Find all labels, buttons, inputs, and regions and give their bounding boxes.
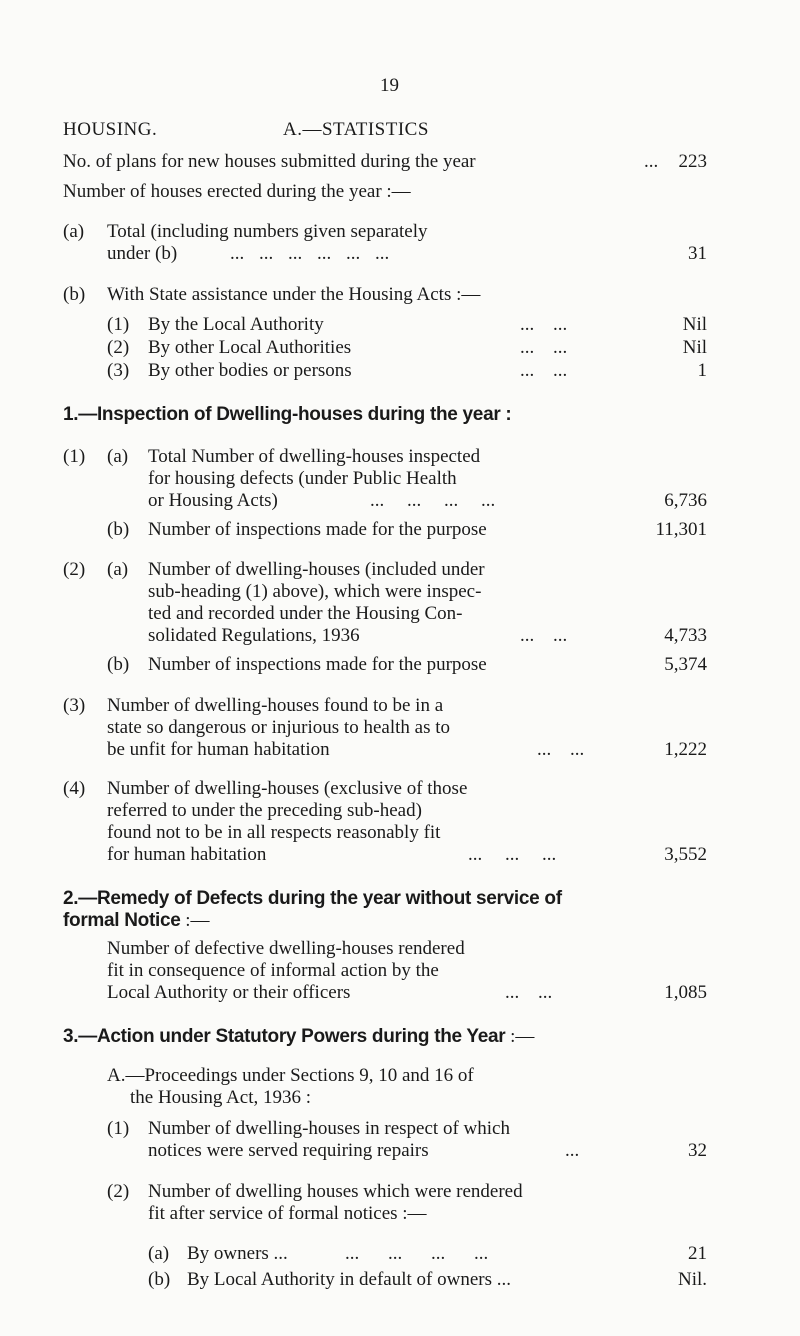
erected-b2-value: Nil bbox=[682, 337, 707, 358]
s3-item2a-label: (a) bbox=[148, 1243, 170, 1264]
s1-item1b-value: 11,301 bbox=[655, 519, 707, 540]
s1-item3-value: 1,222 bbox=[664, 739, 707, 760]
plans-value: 223 bbox=[678, 151, 707, 172]
s1-item2a-label: (a) bbox=[107, 559, 129, 580]
s3-item2-line1: Number of dwelling houses which were rendered bbox=[148, 1181, 523, 1202]
erected-b1-value: Nil bbox=[682, 314, 707, 335]
s1-item4-line4: for human habitation bbox=[107, 844, 267, 865]
s1-item4-line2: referred to under the preceding sub-head) bbox=[107, 800, 422, 821]
s3-item1-value: 32 bbox=[688, 1140, 707, 1161]
s1-item3-line1: Number of dwelling-houses found to be in a bbox=[107, 695, 444, 716]
erected-b2-dots: ... ... bbox=[520, 337, 568, 358]
s2-dots: ... ... bbox=[505, 982, 553, 1003]
s1-item1a-line1: Total Number of dwelling-houses inspected bbox=[148, 446, 481, 467]
erected-b-text: With State assistance under the Housing Acts :— bbox=[107, 284, 481, 305]
s3-item2-line2: fit after service of formal notices :— bbox=[148, 1203, 427, 1224]
section3-heading: 3.—Action under Statutory Powers during the Year bbox=[63, 1026, 506, 1047]
s1-item2b-value: 5,374 bbox=[664, 654, 707, 675]
plans-dots: ... bbox=[644, 151, 659, 172]
s1-item1a-line2: for housing defects (under Public Health bbox=[148, 468, 457, 489]
s2-line3: Local Authority or their officers bbox=[107, 982, 351, 1003]
s3-item2a-value: 21 bbox=[688, 1243, 707, 1264]
erected-b2-label: (2) bbox=[107, 337, 130, 358]
s1-item1a-value: 6,736 bbox=[664, 490, 707, 511]
s2-value: 1,085 bbox=[664, 982, 707, 1003]
s3-item2a-text: By owners ... bbox=[187, 1243, 288, 1264]
s1-item4-value: 3,552 bbox=[664, 844, 707, 865]
section1-heading: 1.—Inspection of Dwelling-houses during the year : bbox=[63, 404, 512, 425]
s3-item1-dots: ... bbox=[565, 1140, 580, 1161]
s1-item3-label: (3) bbox=[63, 695, 86, 716]
erected-heading: Number of houses erected during the year :— bbox=[63, 181, 411, 202]
s1-item2a-line4: solidated Regulations, 1936 bbox=[148, 625, 360, 646]
erected-b1-label: (1) bbox=[107, 314, 130, 335]
erected-b3-text: By other bodies or persons bbox=[148, 360, 352, 381]
s1-item4-label: (4) bbox=[63, 778, 86, 799]
plans-text: No. of plans for new houses submitted during the year bbox=[63, 151, 476, 172]
s1-item2a-line3: ted and recorded under the Housing Con- bbox=[148, 603, 463, 624]
s1-item2b-label: (b) bbox=[107, 654, 130, 675]
erected-a-value: 31 bbox=[688, 243, 707, 264]
s1-item4-dots: ... ... ... bbox=[468, 844, 557, 865]
erected-a-line1: Total (including numbers given separately bbox=[107, 221, 428, 242]
s1-item4-line1: Number of dwelling-houses (exclusive of those bbox=[107, 778, 468, 799]
s1-item2b-text: Number of inspections made for the purpose bbox=[148, 654, 487, 675]
title-housing: HOUSING. bbox=[63, 119, 158, 140]
erected-a-label: (a) bbox=[63, 221, 85, 242]
section2-heading-line2: formal Notice bbox=[63, 910, 181, 931]
s3-item1-line1: Number of dwelling-houses in respect of which bbox=[148, 1118, 510, 1139]
s1-item1a-dots: ... ... ... ... bbox=[370, 490, 496, 511]
s3-A-line1: A.—Proceedings under Sections 9, 10 and 16 of bbox=[107, 1065, 474, 1086]
erected-a-dots: ... ... ... ... ... ... bbox=[230, 243, 390, 264]
s3-item2b-text: By Local Authority in default of owners ... bbox=[187, 1269, 511, 1290]
s1-item2a-line1: Number of dwelling-houses (included under bbox=[148, 559, 485, 580]
s1-item2a-dots: ... ... bbox=[520, 625, 568, 646]
title-statistics: A.—STATISTICS bbox=[283, 119, 429, 140]
s3-item1-label: (1) bbox=[107, 1118, 130, 1139]
s1-item1-label: (1) bbox=[63, 446, 86, 467]
erected-a-line2: under (b) bbox=[107, 243, 178, 264]
s3-A-line2: the Housing Act, 1936 : bbox=[130, 1087, 312, 1108]
s3-item2b-label: (b) bbox=[148, 1269, 171, 1290]
section2-heading-line1: 2.—Remedy of Defects during the year without service of bbox=[63, 888, 562, 909]
s1-item3-line3: be unfit for human habitation bbox=[107, 739, 330, 760]
s1-item1b-label: (b) bbox=[107, 519, 130, 540]
s1-item3-dots: ... ... bbox=[537, 739, 585, 760]
s1-item1a-line3: or Housing Acts) bbox=[148, 490, 278, 511]
s1-item2a-value: 4,733 bbox=[664, 625, 707, 646]
erected-b3-value: 1 bbox=[697, 360, 707, 381]
section2-heading-tail: :— bbox=[185, 910, 210, 931]
s3-item2b-value: Nil. bbox=[677, 1269, 707, 1290]
erected-b-label: (b) bbox=[63, 284, 86, 305]
erected-b1-dots: ... ... bbox=[520, 314, 568, 335]
s2-line2: fit in consequence of informal action by the bbox=[107, 960, 439, 981]
s3-item1-line2: notices were served requiring repairs bbox=[148, 1140, 429, 1161]
section3-heading-tail: :— bbox=[510, 1026, 535, 1047]
s1-item4-line3: found not to be in all respects reasonably fit bbox=[107, 822, 441, 843]
erected-b3-label: (3) bbox=[107, 360, 130, 381]
s1-item1a-label: (a) bbox=[107, 446, 129, 467]
s1-item2a-line2: sub-heading (1) above), which were inspec- bbox=[148, 581, 482, 602]
erected-b3-dots: ... ... bbox=[520, 360, 568, 381]
s1-item3-line2: state so dangerous or injurious to health as to bbox=[107, 717, 450, 738]
s1-item2-label: (2) bbox=[63, 559, 86, 580]
page-number: 19 bbox=[380, 75, 399, 96]
erected-b2-text: By other Local Authorities bbox=[148, 337, 352, 358]
s2-line1: Number of defective dwelling-houses rendered bbox=[107, 938, 465, 959]
s3-item2a-dots: ... ... ... ... bbox=[345, 1243, 489, 1264]
s1-item1b-text: Number of inspections made for the purpose bbox=[148, 519, 487, 540]
erected-b1-text: By the Local Authority bbox=[148, 314, 324, 335]
s3-item2-label: (2) bbox=[107, 1181, 130, 1202]
